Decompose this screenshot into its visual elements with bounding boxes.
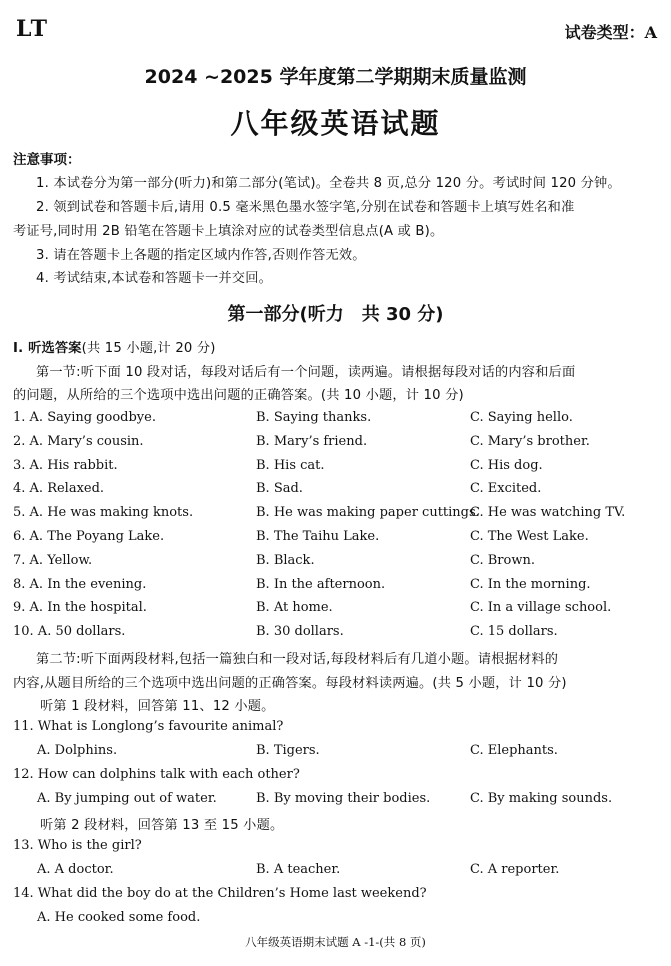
notice-heading: 注意事项： xyxy=(13,152,81,168)
notice-item-2-cont: 考证号,同时用 2B 铅笔在答题卡上填涂对应的试卷类型信息点(A 或 B)。 xyxy=(13,224,444,239)
q1-option-b: B. Saying thanks. xyxy=(256,410,372,425)
q1-option-a: 1. A. Saying goodbye. xyxy=(13,410,156,425)
q5-option-c: C. He was watching TV. xyxy=(470,505,626,521)
q9-option-a: 9. A. In the hospital. xyxy=(13,600,147,616)
q7-option-c: C. Brown. xyxy=(470,552,535,568)
q7-option-b: B. Black. xyxy=(256,552,315,568)
q8-option-c: C. In the morning. xyxy=(470,576,591,592)
section-heading xyxy=(13,337,216,356)
q6-option-a: 6. A. The Poyang Lake. xyxy=(13,529,165,544)
q8-option-a: 8. A. In the evening. xyxy=(13,576,147,592)
q4-option-a: 4. A. Relaxed. xyxy=(13,481,105,497)
sub1-line-2: 的问题，从所给的三个选项中选出问题的正确答案。(共 10 小题，计 10 分) xyxy=(13,388,464,403)
question-12: 12. How can dolphins talk with each other? xyxy=(13,767,300,782)
q11-option-a: A. Dolphins. xyxy=(37,743,118,758)
notice-item-4: 4. 考试结束,本试卷和答题卡一并交回。 xyxy=(36,271,272,286)
q9-option-b: B. At home. xyxy=(256,600,333,616)
q6-option-c: C. The West Lake. xyxy=(470,529,589,544)
question-11: 11. What is Longlong’s favourite animal? xyxy=(13,719,284,734)
q8-option-b: B. In the afternoon. xyxy=(256,576,386,592)
q14-option-a: A. He cooked some food. xyxy=(37,910,201,925)
part1-title: 第一部分(听力 共 30 分) xyxy=(227,304,444,325)
section-heading-info: (共 15 小题,计 20 分) xyxy=(81,341,216,356)
section-heading-label: Ⅰ. 听选答案 xyxy=(13,341,82,356)
q10-option-a: 10. A. 50 dollars. xyxy=(13,624,126,640)
notice-item-3: 3. 请在答题卡上各题的指定区域内作答,否则作答无效。 xyxy=(36,248,366,263)
q2-option-a: 2. A. Mary’s cousin. xyxy=(13,433,144,449)
notice-item-2: 2. 领到试卷和答题卡后,请用 0.5 毫米黑色墨水签字笔,分别在试卷和答题卡上填写姓名和准 xyxy=(36,200,575,215)
q5-option-a: 5. A. He was making knots. xyxy=(13,505,194,521)
q7-option-a: 7. A. Yellow. xyxy=(13,552,93,568)
q11-option-c: C. Elephants. xyxy=(470,743,558,758)
question-14: 14. What did the boy do at the Children’s Home last weekend? xyxy=(13,886,427,901)
q9-option-c: C. In a village school. xyxy=(470,600,612,616)
q10-option-c: C. 15 dollars. xyxy=(470,624,558,640)
q13-option-b: B. A teacher. xyxy=(256,862,341,877)
material-2-note: 听第 2 段材料，回答第 13 至 15 小题。 xyxy=(40,818,284,833)
q5-option-b: B. He was making paper cuttings. xyxy=(256,505,480,521)
material-1-note: 听第 1 段材料，回答第 11、12 小题。 xyxy=(40,699,275,714)
q3-option-a: 3. A. His rabbit. xyxy=(13,457,118,473)
notice-item-1: 1. 本试卷分为第一部分(听力)和第二部分(笔试)。全卷共 8 页,总分 120 分。考试时间 120 分钟。 xyxy=(36,176,621,191)
paper-type: 试卷类型：A xyxy=(564,23,657,42)
q12-option-c: C. By making sounds. xyxy=(470,791,613,806)
exam-title-line2: 八年级英语试题 xyxy=(230,107,441,140)
q2-option-c: C. Mary’s brother. xyxy=(470,433,590,449)
q4-option-b: B. Sad. xyxy=(256,481,303,497)
sub2-line-2: 内容,从题目所给的三个选项中选出问题的正确答案。每段材料读两遍。(共 5 小题，计 10 分) xyxy=(13,676,567,691)
exam-title-line1: 2024 ~2025 学年度第二学期期末质量监测 xyxy=(144,66,527,88)
q12-option-b: B. By moving their bodies. xyxy=(256,791,431,806)
q3-option-b: B. His cat. xyxy=(256,457,325,473)
q1-option-c: C. Saying hello. xyxy=(470,410,573,425)
sub1-line-1: 第一节:听下面 10 段对话，每段对话后有一个问题，读两遍。请根据每段对话的内容和后面 xyxy=(36,365,576,380)
q2-option-b: B. Mary’s friend. xyxy=(256,433,368,449)
page-footer: 八年级英语期末试题 A -1-(共 8 页) xyxy=(245,935,426,949)
q6-option-b: B. The Taihu Lake. xyxy=(256,529,380,544)
q13-option-a: A. A doctor. xyxy=(37,862,114,877)
sub2-line-1: 第二节:听下面两段材料,包括一篇独白和一段对话,每段材料后有几道小题。请根据材料的 xyxy=(36,652,559,667)
q11-option-b: B. Tigers. xyxy=(256,743,320,758)
q4-option-c: C. Excited. xyxy=(470,481,542,497)
q13-option-c: C. A reporter. xyxy=(470,862,560,877)
question-13: 13. Who is the girl? xyxy=(13,838,142,853)
header-code: LT xyxy=(16,16,49,42)
q12-option-a: A. By jumping out of water. xyxy=(37,791,217,806)
q10-option-b: B. 30 dollars. xyxy=(256,624,344,640)
q3-option-c: C. His dog. xyxy=(470,457,543,473)
